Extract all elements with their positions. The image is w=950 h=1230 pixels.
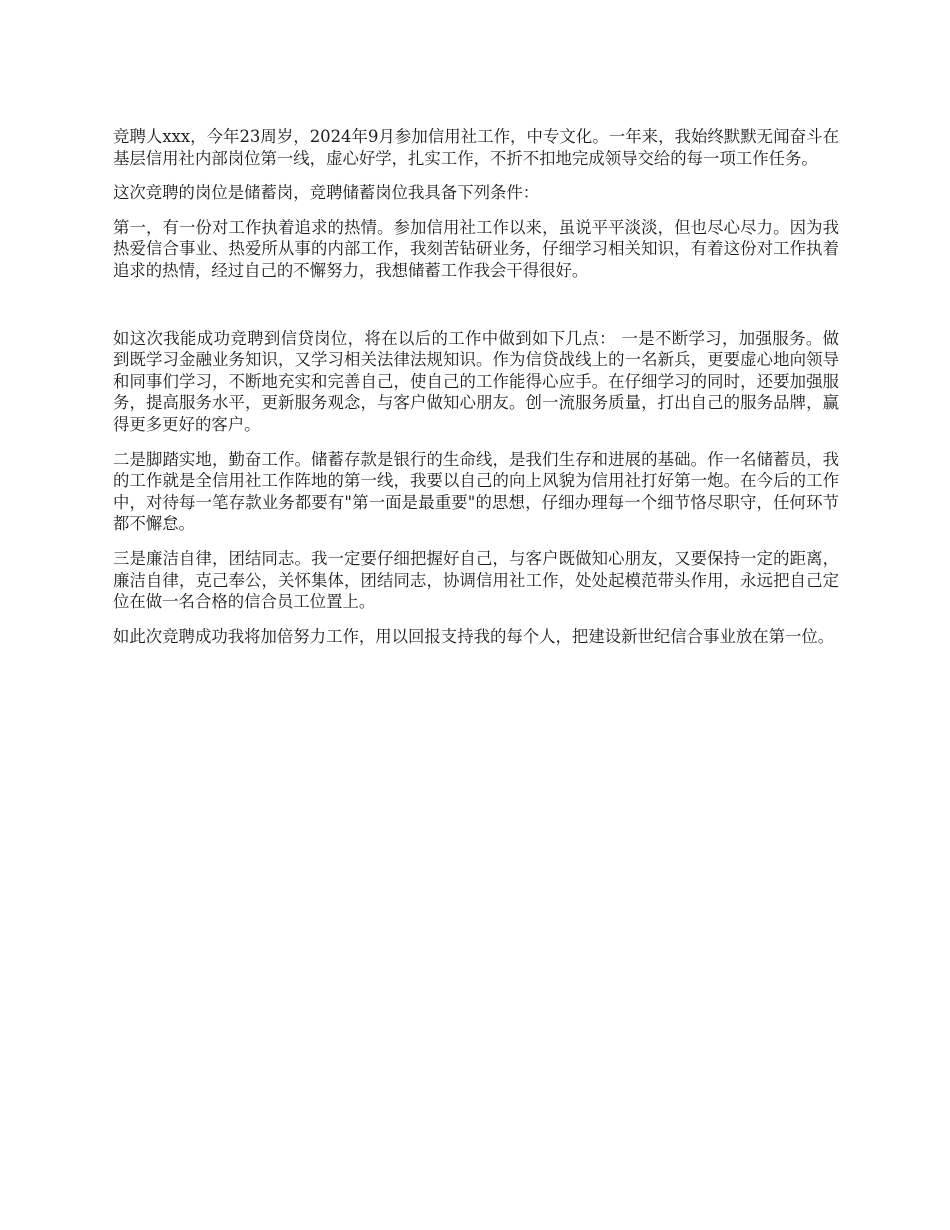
paragraph-intro: 竞聘人xxx，今年23周岁，2024年9月参加信用社工作，中专文化。一年来，我始终默默无闻奋斗在基层信用社内部岗位第一线，虚心好学，扎实工作，不折不扣地完成领导交给的每一项工作任务。 [113, 127, 839, 168]
paragraph-closing: 如此次竞聘成功我将加倍努力工作，用以回报支持我的每个人，把建设新世纪信合事业放在第一位。 [113, 626, 835, 646]
paragraph-plan-diligence: 二是脚踏实地，勤奋工作。储蓄存款是银行的生命线，是我们生存和进展的基础。作一名储蓄员，我的工作就是全信用社工作阵地的第一线，我要以自己的向上风貌为信用社打好第一炮。在今后的工作中，对待每一笔存款业务都要有"第一面是最重要"的思想，仔细办理每一个细节恪尽职守，任何环节都不懈怠。 [113, 449, 839, 534]
paragraph-first-condition: 第一，有一份对工作执着追求的热情。参加信用社工作以来，虽说平平淡淡，但也尽心尽力。因为我热爱信合事业、热爱所从事的内部工作，我刻苦钻研业务，仔细学习相关知识，有着这份对工作执着追求的热情，经过自己的不懈努力，我想储蓄工作我会干得很好。 [113, 217, 839, 280]
document-body [113, 126, 839, 660]
paragraph-plan-learning: 如这次我能成功竞聘到信贷岗位，将在以后的工作中做到如下几点： 一是不断学习，加强服务。做到既学习金融业务知识，又学习相关法律法规知识。作为信贷战线上的一名新兵，更要虚心地向领导和同事们学习，不断地充实和完善自己，使自己的工作能得心应手。在仔细学习的同时，还要加强服务，提高服务水平，更新服务观念，与客户做知心朋友。创一流服务质量，打出自己的服务品牌，赢得更多更好的客户。 [113, 328, 839, 434]
paragraph-spacer [113, 295, 839, 328]
paragraph-plan-integrity: 三是廉洁自律，团结同志。我一定要仔细把握好自己，与客户既做知心朋友，又要保持一定的距离，廉洁自律，克己奉公，关怀集体，团结同志，协调信用社工作，处处起模范带头作用，永远把自己定位在做一名合格的信合员工位置上。 [113, 548, 839, 612]
paragraph-position: 这次竞聘的岗位是储蓄岗，竞聘储蓄岗位我具备下列条件： [113, 183, 540, 203]
